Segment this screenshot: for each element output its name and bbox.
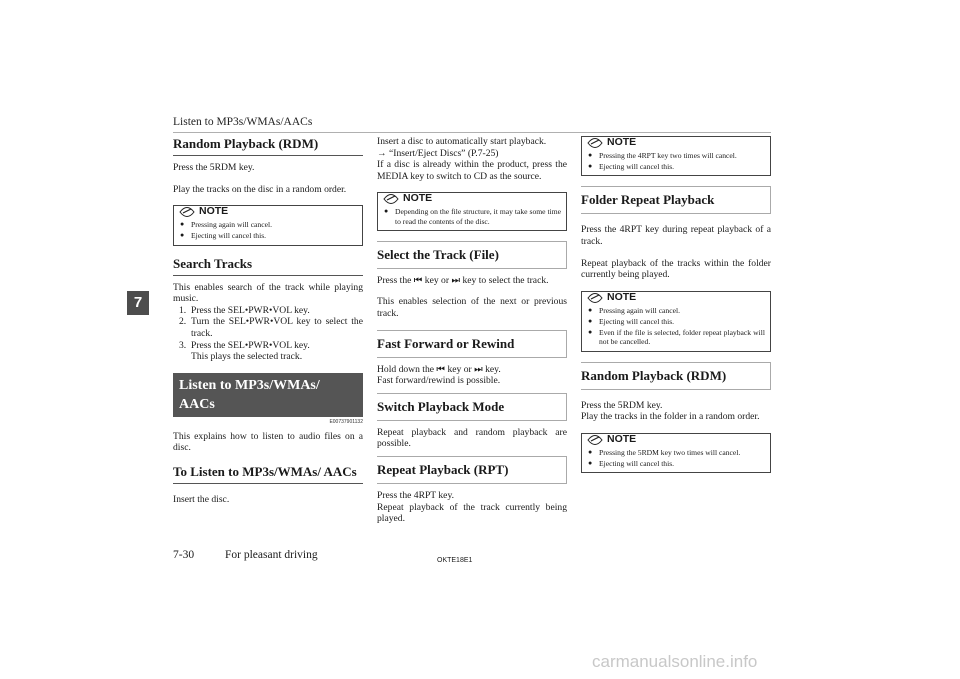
note-item: ● Pressing again will cancel. xyxy=(588,305,680,315)
note-item: ● Pressing the 4RPT key two times will cancel. xyxy=(588,151,737,160)
bullet-icon: ● xyxy=(384,207,389,216)
note-title: NOTE xyxy=(199,205,229,218)
heading-to-listen: To Listen to MP3s/WMAs/ AACs xyxy=(173,464,363,484)
paragraph: Repeat playback and random playback are possible. xyxy=(377,426,567,450)
paragraph: Press the 4RPT key. xyxy=(377,489,455,501)
step-result: This plays the selected track. xyxy=(191,351,303,363)
paragraph: Press the 4RPT key during repeat playback of a track. xyxy=(581,224,771,247)
heading-search-tracks: Search Tracks xyxy=(173,256,363,276)
paragraph: Play the tracks on the disc in a random order. xyxy=(173,183,347,195)
page-number: 7-30 xyxy=(173,549,195,561)
bullet-icon: ● xyxy=(180,220,185,229)
cross-reference: → “Insert/Eject Discs” (P.7-25) xyxy=(377,147,499,159)
footer-section: For pleasant driving xyxy=(225,549,318,561)
note-box xyxy=(173,205,363,245)
watermark: carmanualsonline.info xyxy=(592,652,758,671)
paragraph: Press the ⏮ key or ⏭ key to select the track. xyxy=(377,274,549,286)
bullet-icon: ● xyxy=(180,231,185,240)
note-icon xyxy=(587,434,603,445)
heading-folder-repeat: Folder Repeat Playback xyxy=(581,186,771,214)
note-item: ● Ejecting will cancel this. xyxy=(588,162,675,172)
bullet-icon: ● xyxy=(588,447,593,456)
heading-fast-forward: Fast Forward or Rewind xyxy=(377,330,567,358)
note-icon xyxy=(383,193,399,204)
heading-repeat-playback: Repeat Playback (RPT) xyxy=(377,456,567,484)
paragraph: Press the 5RDM key. xyxy=(581,399,663,411)
note-icon xyxy=(179,206,195,217)
note-box xyxy=(581,136,771,176)
note-item: ● Pressing the 5RDM key two times will cancel. xyxy=(588,447,741,457)
column-left xyxy=(173,136,363,506)
section-code: E00737901132 xyxy=(329,418,363,425)
note-title: NOTE xyxy=(607,136,637,148)
note-item: ● Pressing again will cancel. xyxy=(180,220,272,230)
note-title: NOTE xyxy=(607,290,637,303)
paragraph: Press the 5RDM key. xyxy=(173,162,255,173)
note-title: NOTE xyxy=(403,192,433,205)
step: 1. Press the SEL•PWR•VOL key. xyxy=(179,304,310,316)
note-header xyxy=(587,136,765,149)
column-middle xyxy=(377,136,567,525)
note-box xyxy=(581,291,771,352)
heading-select-track: Select the Track (File) xyxy=(377,241,567,269)
note-item: ● Ejecting will cancel this. xyxy=(588,458,675,468)
chapter-tab: 7 xyxy=(127,291,149,315)
paragraph: Play the tracks in the folder in a random order. xyxy=(581,411,760,423)
paragraph: Insert the disc. xyxy=(173,493,230,505)
bullet-icon: ● xyxy=(588,458,593,467)
note-title: NOTE xyxy=(607,432,637,445)
note-header xyxy=(587,291,765,304)
step: 2. Turn the SEL•PWR•VOL key to select the track. xyxy=(179,316,363,339)
paragraph: This enables selection of the next or previous track. xyxy=(377,296,567,319)
bullet-icon: ● xyxy=(588,328,593,337)
note-item: ● Even if the file is selected, folder repeat playback will not be cancelled. xyxy=(588,328,765,347)
note-item: ● Depending on the file structure, it may take some time to read the contents of the disc. xyxy=(384,207,561,226)
paragraph: Fast forward/rewind is possible. xyxy=(377,375,501,387)
paragraph: Insert a disc to automatically start playback. xyxy=(377,136,547,147)
note-box xyxy=(377,192,567,230)
heading-switch-mode: Switch Playback Mode xyxy=(377,393,567,421)
footer-code: OKTE18E1 xyxy=(437,557,473,564)
note-icon xyxy=(587,137,603,148)
note-header xyxy=(587,433,765,446)
paragraph: Hold down the ⏮ key or ⏭ key. xyxy=(377,363,501,375)
bullet-icon: ● xyxy=(588,305,593,314)
note-icon xyxy=(587,292,603,303)
note-item: ● Ejecting will cancel this. xyxy=(180,231,267,241)
paragraph: If a disc is already within the product, press the MEDIA key to switch to CD as the source. xyxy=(377,159,567,182)
paragraph: This explains how to listen to audio files on a disc. xyxy=(173,430,363,454)
note-box xyxy=(581,433,771,473)
heading-random-playback: Random Playback (RDM) xyxy=(173,136,363,156)
paragraph: This enables search of the track while playing music. xyxy=(173,281,363,305)
header-divider xyxy=(173,132,771,133)
bullet-icon: ● xyxy=(588,316,593,325)
paragraph: Repeat playback of the track currently being played. xyxy=(377,501,567,525)
step: 3. Press the SEL•PWR•VOL key. xyxy=(179,339,310,351)
note-header xyxy=(179,205,357,218)
bullet-icon: ● xyxy=(588,162,593,171)
section-banner: Listen to MP3s/WMAs/ AACs xyxy=(173,373,363,417)
heading-random-playback-folder: Random Playback (RDM) xyxy=(581,362,771,390)
note-header xyxy=(383,192,561,205)
paragraph: Repeat playback of the tracks within the folder currently being played. xyxy=(581,257,771,281)
note-item: ● Ejecting will cancel this. xyxy=(588,316,675,326)
running-header: Listen to MP3s/WMAs/AACs xyxy=(173,116,313,128)
column-right xyxy=(581,136,771,473)
bullet-icon: ● xyxy=(588,151,593,159)
